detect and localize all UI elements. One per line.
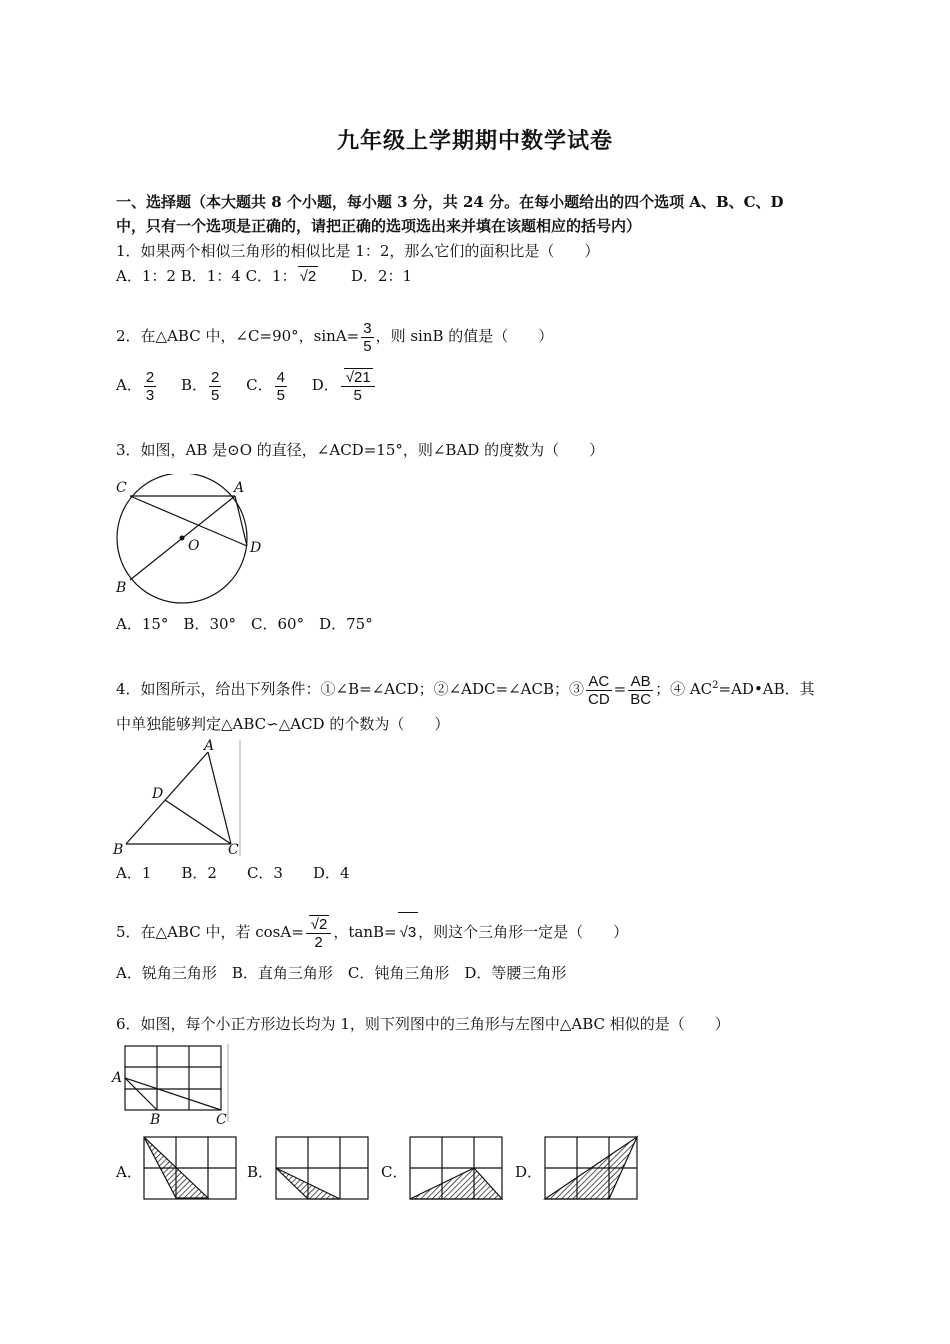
q4-options: A．1 B．2 C．3 D．4 xyxy=(116,864,350,882)
q2-option-a-fraction xyxy=(144,369,156,404)
q3-circle-figure xyxy=(110,474,270,608)
q2-option-a-label: A． xyxy=(116,376,142,394)
q6-option-a-grid xyxy=(140,1134,240,1202)
shaded-triangle xyxy=(410,1168,502,1199)
q6-option-b-grid xyxy=(272,1134,372,1202)
fraction-denominator: BC xyxy=(630,690,652,708)
side-ac xyxy=(208,752,231,844)
superscript: 2 xyxy=(712,680,719,691)
q1-option-d: D．2：1 xyxy=(350,267,413,285)
fraction-denominator: 5 xyxy=(211,386,220,404)
q6-option-c-grid xyxy=(406,1134,506,1202)
q1-options-text: A．1：2 B．1：4 C．1： xyxy=(116,267,297,285)
q2-option-d-label: D． xyxy=(311,376,339,394)
q5-tan-pre: ，tanB= xyxy=(333,923,397,941)
label-a: A xyxy=(204,738,215,754)
q5-tan-root: 3 xyxy=(407,924,417,941)
q6-option-a-label: A． xyxy=(116,1163,142,1181)
fraction-numerator xyxy=(306,915,332,934)
q1-options xyxy=(116,266,412,287)
label-b: B xyxy=(150,1112,161,1128)
q1-opt-c-root: 2 xyxy=(307,268,317,285)
q2-opt-d-root: 21 xyxy=(354,369,371,386)
q1-stem: 1．如果两个相似三角形的相似比是 1：2，那么它们的面积比是（ ） xyxy=(116,242,600,260)
fraction-denominator: 5 xyxy=(353,387,362,404)
fraction-numerator xyxy=(341,368,375,387)
q4-stem-post: ；④ AC xyxy=(655,680,713,698)
fraction-numerator: AB xyxy=(628,673,653,691)
fraction-denominator: 5 xyxy=(363,337,372,355)
center-point xyxy=(180,536,185,541)
section-heading-line1: 一、选择题（本大题共 8 个小题，每小题 3 分，共 24 分。在每小题给出的四个选项 A、B、C、D xyxy=(116,193,784,211)
label-o: O xyxy=(188,538,200,554)
q6-stem: 6．如图，每个小正方形边长均为 1，则下列图中的三角形与左图中△ABC 相似的是（ ） xyxy=(116,1015,730,1033)
q5-cosA-fraction xyxy=(306,915,332,951)
q4-triangle-figure xyxy=(110,738,245,858)
q4-stem-line2: 中单独能够判定△ABC∽△ACD 的个数为（ ） xyxy=(116,715,450,733)
q6-option-b-label: B． xyxy=(247,1163,274,1181)
label-c: C xyxy=(228,842,239,858)
q3-stem: 3．如图，AB 是⊙O 的直径，∠ACD=15°，则∠BAD 的度数为（ ） xyxy=(116,441,605,459)
q5-stem xyxy=(116,912,628,953)
q2-sinA-fraction xyxy=(361,320,373,355)
section-heading xyxy=(116,190,836,238)
fraction-denominator: CD xyxy=(587,690,610,708)
fraction-numerator: 3 xyxy=(363,319,372,337)
fraction-denominator: 3 xyxy=(145,386,155,404)
label-b: B xyxy=(116,580,127,596)
q2-option-b-label: B． xyxy=(180,376,207,394)
q4-fraction-ab-bc xyxy=(628,673,653,708)
q2-options xyxy=(116,367,377,404)
q2-option-c-label: C． xyxy=(246,376,273,394)
label-c: C xyxy=(116,480,127,496)
q5-stem-post: ，则这个三角形一定是（ ） xyxy=(418,923,629,941)
fraction-numerator: 2 xyxy=(145,368,155,386)
label-c: C xyxy=(216,1112,227,1128)
fraction-numerator: AC xyxy=(586,673,612,691)
grid-border xyxy=(125,1046,221,1110)
q3-options: A．15° B．30° C．60° D．75° xyxy=(116,615,373,633)
label-d: D xyxy=(250,540,262,556)
q6-option-c-label: C． xyxy=(381,1163,408,1181)
equals-sign: = xyxy=(613,680,627,698)
q4-stem-line1 xyxy=(116,666,815,709)
q2-stem-pre: 2．在△ABC 中，∠C=90°，sinA= xyxy=(116,327,360,345)
fraction-denominator: 5 xyxy=(276,386,285,404)
q5-stem-pre: 5．在△ABC 中，若 cosA= xyxy=(116,923,304,941)
q5-options: A．锐角三角形 B．直角三角形 C．钝角三角形 D．等腰三角形 xyxy=(116,964,567,982)
q6-option-d-grid xyxy=(541,1134,641,1202)
fraction-numerator: 4 xyxy=(276,368,285,386)
q5-cos-root: 2 xyxy=(319,916,328,933)
q4-fraction-ac-cd xyxy=(586,673,612,708)
page-title: 九年级上学期期中数学试卷 xyxy=(336,128,613,154)
sqrt-symbol: √2 xyxy=(299,268,317,285)
fraction-numerator: 2 xyxy=(211,368,220,386)
q2-option-d-fraction xyxy=(341,368,375,404)
label-b: B xyxy=(113,842,124,858)
label-d: D xyxy=(152,786,164,802)
side-ba xyxy=(126,752,208,844)
sqrt-symbol: √21 xyxy=(345,369,371,386)
q4-stem-pre: 4．如图所示，给出下列条件：①∠B=∠ACD；②∠ADC=∠ACB；③ xyxy=(116,680,584,698)
q6-option-d-label: D． xyxy=(515,1163,543,1181)
q2-stem-post: ，则 sinB 的值是（ ） xyxy=(375,327,554,345)
q2-option-b-fraction xyxy=(209,369,221,404)
segment-ac xyxy=(125,1078,221,1110)
section-heading-line2: 中，只有一个选项是正确的，请把正确的选项选出来并填在该题相应的括号内） xyxy=(116,217,642,235)
sqrt-symbol: √2 xyxy=(310,916,328,933)
q2-stem xyxy=(116,318,553,355)
sqrt-symbol: √3 xyxy=(398,912,419,953)
fraction-denominator: 2 xyxy=(314,934,323,951)
q6-reference-grid xyxy=(110,1042,235,1128)
q2-option-c-fraction xyxy=(275,369,287,404)
label-a: A xyxy=(234,480,245,496)
q4-stem-post2: =AD•AB．其 xyxy=(718,680,815,698)
label-a: A xyxy=(112,1070,123,1086)
